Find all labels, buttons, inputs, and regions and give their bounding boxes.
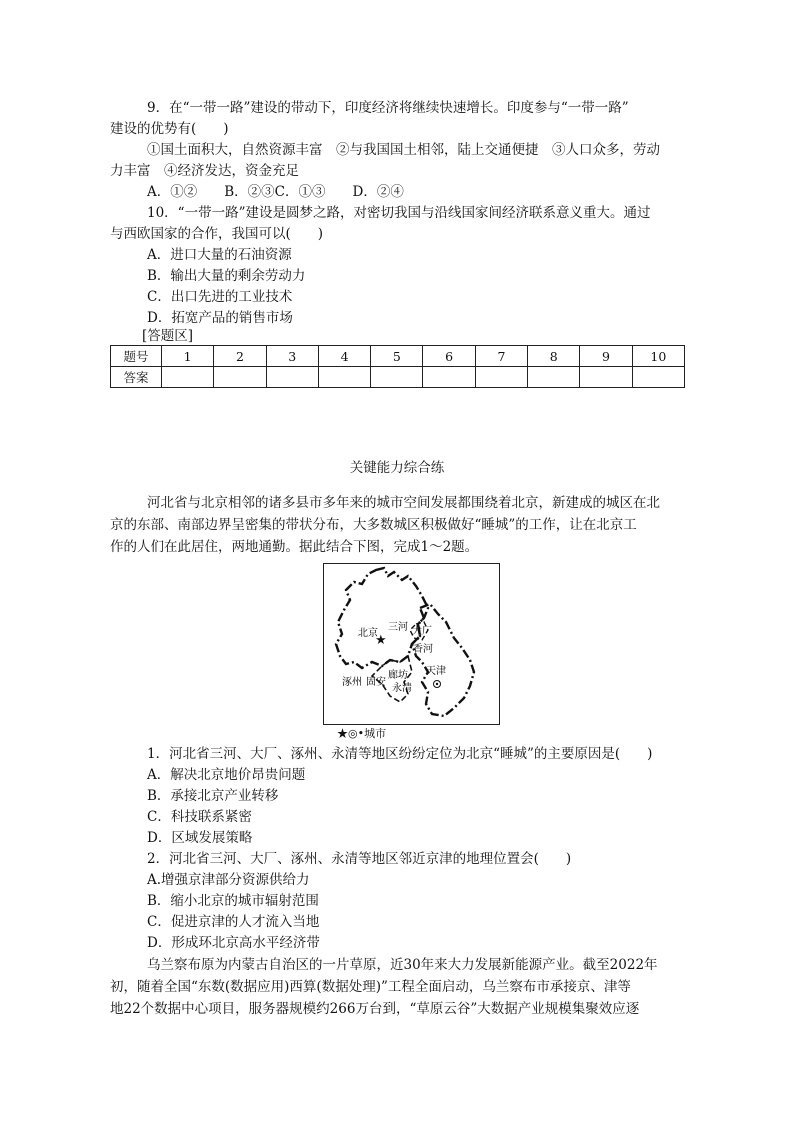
number-cell: 2 [214,346,266,367]
answer-area-title: [答题区] [142,328,194,344]
answer-cell[interactable] [214,367,266,388]
number-cell: 7 [475,346,527,367]
q1-option-c: C．科技联系紧密 [147,809,252,825]
q1-option-d: D．区域发展策略 [147,830,253,846]
q9-stem-line3: ①国土面积大，自然资源丰富 ②与我国国土相邻，陆上交通便捷 ③人口众多，劳动 [147,142,660,158]
map-label-yongqing: 永清 [392,683,412,694]
answer-table-answer-row [111,367,685,388]
ulanqab-line1: 乌兰察布原为内蒙古自治区的一片草原，近30年来大力发展新能源产业。截至2022年 [147,957,658,973]
number-cell: 8 [528,346,580,367]
q10-option-a: A．进口大量的石油资源 [147,247,292,263]
map-label-langfang: 廊坊 [388,670,408,681]
q9-stem-line1: 9．在“一带一路”建设的带动下，印度经济将继续快速增长。印度参与“一带一路” [147,100,629,116]
beijing-tianjin-map [323,563,500,725]
number-header-cell: 题号 [111,346,162,367]
answer-cell[interactable] [528,367,580,388]
map-legend: ★◎•城市 [337,727,387,740]
answer-cell[interactable] [632,367,684,388]
answer-cell[interactable] [318,367,370,388]
answer-cell[interactable] [423,367,475,388]
intro-line3: 作的人们在此居住，两地通勤。据此结合下图，完成1～2题。 [110,539,479,555]
q2-option-a: A.增强京津部分资源供给力 [147,872,310,888]
map-label-beijing: 北京 [358,628,378,639]
intro-line1: 河北省与北京相邻的诸多县市多年来的城市空间发展都围绕着北京，新建成的城区在北 [147,495,660,511]
number-cell: 1 [162,346,214,367]
number-cell: 9 [580,346,632,367]
number-cell: 5 [371,346,423,367]
tianjin-boundary [412,604,474,716]
q2-option-c: C．促进京津的人才流入当地 [147,914,320,930]
q9-options: A．①② B．②③C．①③ D．②④ [147,184,404,200]
tianjin-city-dot [436,683,438,685]
intro-line2: 京的东部、南部边界呈密集的带状分布，大多数城区积极做好“睡城”的工作，让在北京工 [110,517,637,533]
answer-cell[interactable] [266,367,318,388]
q10-stem-line2: 与西欧国家的合作，我国可以( ) [110,226,324,242]
answer-table-number-row [111,346,685,367]
answer-cell[interactable] [475,367,527,388]
ulanqab-line2: 初，随着全国“东数(数据应用)西算(数据处理)”工程全面启动，乌兰察布市承接京、津等 [110,979,631,995]
q2-option-d: D．形成环北京高水平经济带 [147,935,320,951]
q10-option-c: C．出口先进的工业技术 [147,289,293,305]
q1-stem: 1．河北省三河、大厂、涿州、永清等地区纷纷定位为北京“睡城”的主要原因是( ) [147,746,653,762]
q9-stem-line2: 建设的优势有( ) [110,121,229,137]
map-label-guan: 固安 [366,677,386,688]
number-cell: 6 [423,346,475,367]
ulanqab-line3: 地22个数据中心项目，服务器规模约266万台到，“草原云谷”大数据产业规模集聚效应逐 [110,1001,640,1017]
section-title: 关键能力综合练 [349,460,445,476]
beijing-star-icon: ★ [375,633,387,648]
map-svg [324,564,499,724]
q2-stem: 2．河北省三河、大厂、涿州、永清等地区邻近京津的地理位置会( ) [147,851,572,867]
q10-stem-line1: 10．“一带一路”建设是圆梦之路，对密切我国与沿线国家间经济联系意义重大。通过 [147,205,651,221]
q10-option-d: D．拓宽产品的销售市场 [147,310,293,326]
q10-option-b: B．输出大量的剩余劳动力 [147,268,306,284]
number-cell: 10 [632,346,684,367]
q2-option-b: B．缩小北京的城市辐射范围 [147,893,319,909]
answer-cell[interactable] [371,367,423,388]
q1-option-a: A．解决北京地价昂贵问题 [147,767,306,783]
answer-table [110,345,685,388]
map-label-tianjin: 天津 [426,666,446,677]
map-label-zhuozhou: 涿州 [342,677,362,688]
answer-cell[interactable] [162,367,214,388]
q9-stem-line4: 力丰富 ④经济发达，资金充足 [110,163,299,179]
number-cell: 3 [266,346,318,367]
map-label-sanhe: 三河 [388,622,408,633]
map-label-xianghe: 香河 [413,644,433,655]
answer-cell[interactable] [580,367,632,388]
q1-option-b: B．承接北京产业转移 [147,788,279,804]
number-cell: 4 [318,346,370,367]
map-label-dachang: 大厂 [412,626,432,637]
answer-header-cell: 答案 [111,367,162,388]
